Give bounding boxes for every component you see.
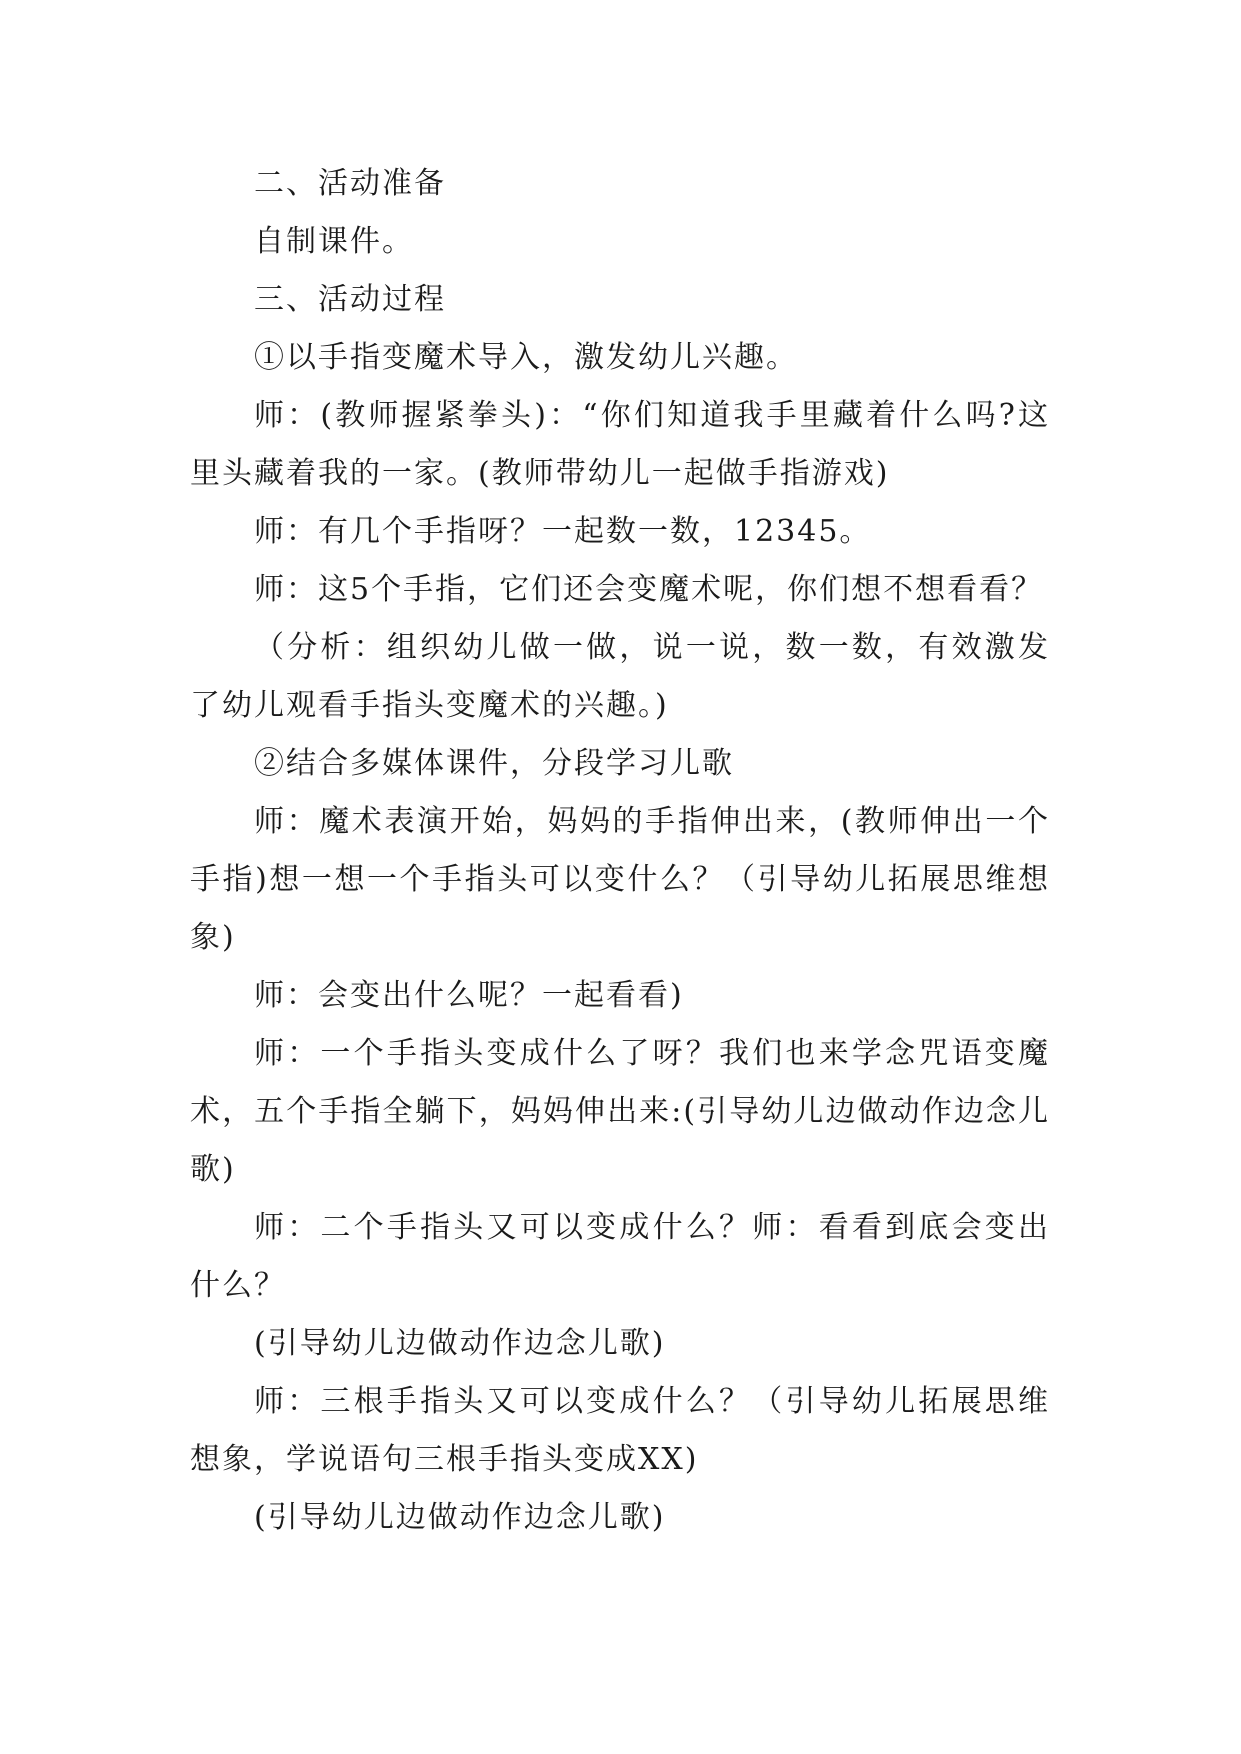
paragraph: 师：这5个手指，它们还会变魔术呢，你们想不想看看？ — [254, 572, 1044, 607]
analysis-paragraph: （分析：组织幼儿做一做，说一说，数一数，有效激发了幼儿观看手指头变魔术的兴趣。) — [190, 630, 1050, 723]
paragraph: 师：一个手指头变成什么了呀？我们也来学念咒语变魔术，五个手指全躺下，妈妈伸出来:(引导幼儿边做动作边念儿歌) — [190, 1036, 1050, 1187]
document-body — [190, 155, 1050, 1547]
step-heading: ①以手指变魔术导入，激发幼儿兴趣。 — [254, 340, 798, 375]
paragraph: 自制课件。 — [254, 224, 414, 259]
paragraph: 师：魔术表演开始，妈妈的手指伸出来，(教师伸出一个手指)想一想一个手指头可以变什么？（引导幼儿拓展思维想象) — [190, 804, 1050, 955]
paragraph: (引导幼儿边做动作边念儿歌) — [254, 1326, 666, 1361]
section-heading-preparation: 二、活动准备 — [254, 166, 446, 201]
paragraph: 师：二个手指头又可以变成什么？师：看看到底会变出什么？ — [190, 1210, 1050, 1303]
paragraph: 师：有几个手指呀？一起数一数，12345。 — [254, 514, 872, 549]
paragraph: 师：(教师握紧拳头)：“你们知道我手里藏着什么吗?这里头藏着我的一家。(教师带幼儿一起做手指游戏) — [190, 398, 1050, 491]
paragraph: (引导幼儿边做动作边念儿歌) — [254, 1500, 666, 1535]
paragraph: 师：会变出什么呢？一起看看) — [254, 978, 684, 1013]
section-heading-process: 三、活动过程 — [254, 282, 446, 317]
paragraph: 师：三根手指头又可以变成什么？（引导幼儿拓展思维想象，学说语句三根手指头变成XX) — [190, 1384, 1050, 1477]
step-heading: ②结合多媒体课件，分段学习儿歌 — [254, 746, 734, 781]
